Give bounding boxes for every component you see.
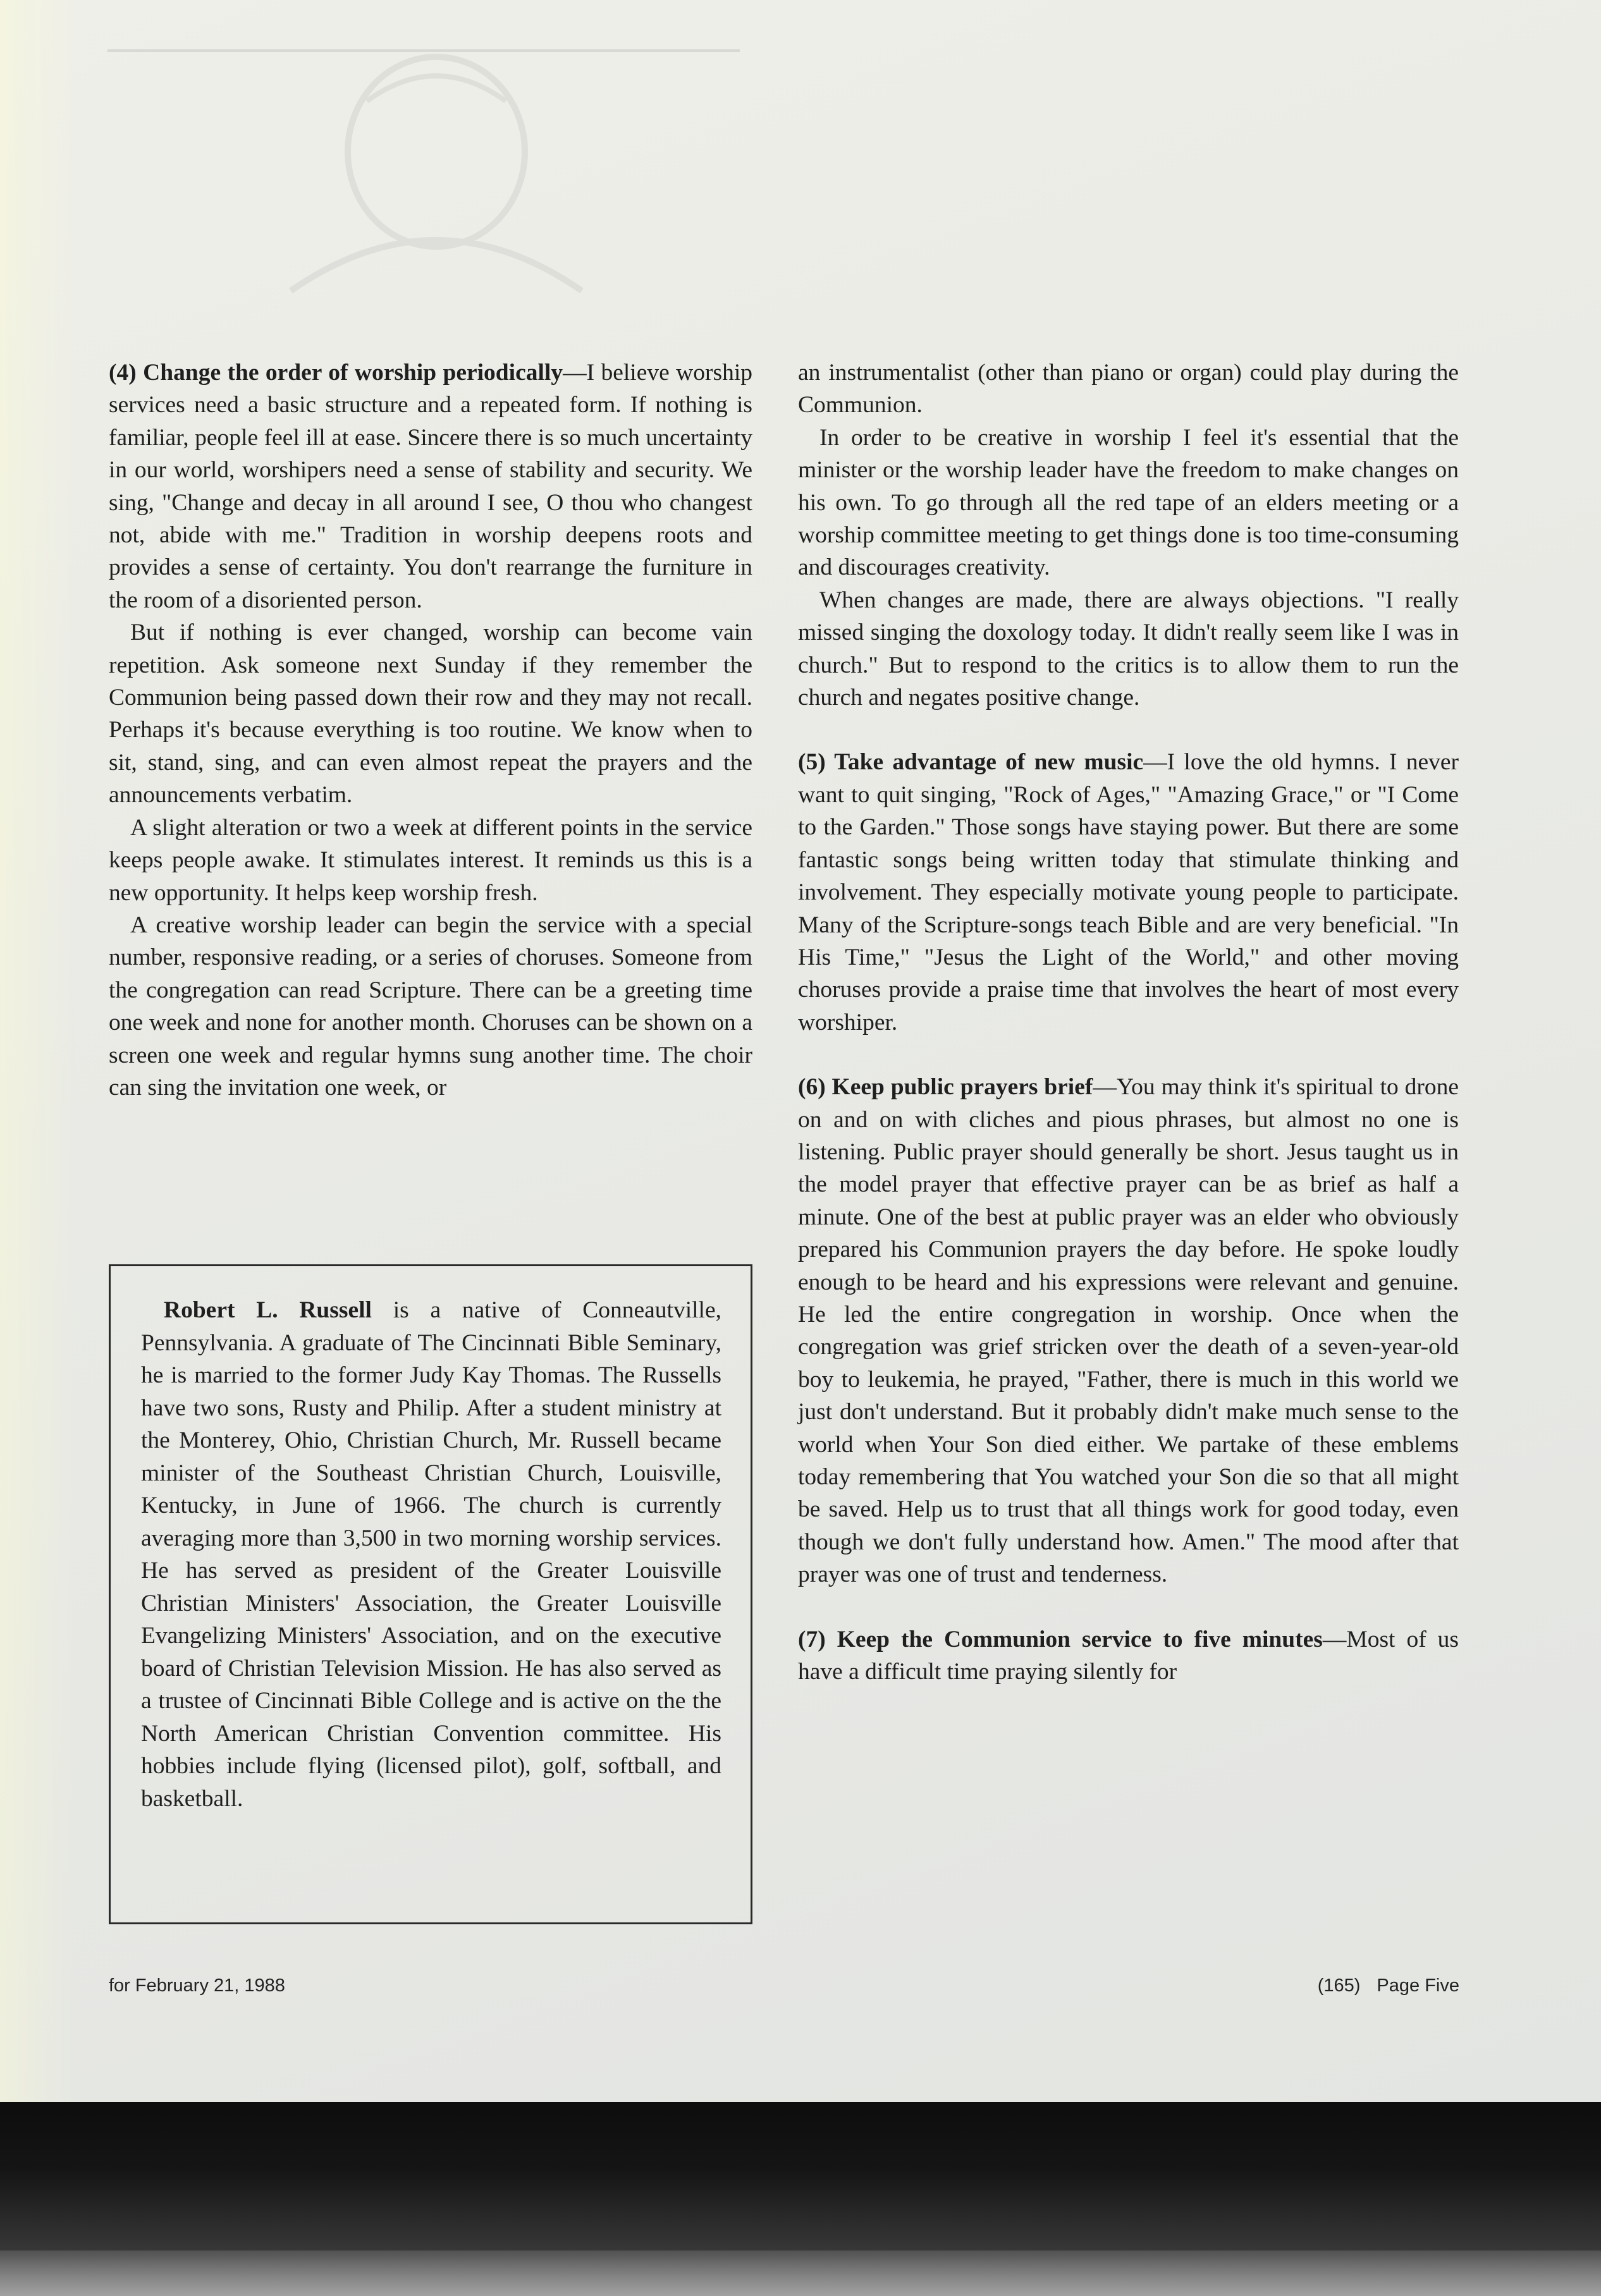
- footer-page-label: Page Five: [1377, 1975, 1459, 1996]
- footer-page-info: [1318, 1975, 1459, 1996]
- left-column: [109, 357, 752, 1104]
- section-lead: —Most of us have a difficult time praying silently for: [798, 1626, 1459, 1685]
- section-heading: (5) Take advantage of new music: [798, 749, 1144, 776]
- section-heading: (6) Keep public prayers brief: [798, 1074, 1093, 1101]
- section-6: [798, 1071, 1459, 1591]
- footer-page-number: (165): [1317, 1975, 1361, 1996]
- page-light-falloff: [0, 0, 76, 2102]
- section-5: [798, 746, 1459, 1039]
- author-bio-box: [109, 1264, 752, 1924]
- section-gap: [798, 1039, 1459, 1071]
- section-gap: [798, 714, 1459, 746]
- section-7: [798, 1623, 1459, 1688]
- paragraph: But if nothing is ever changed, worship can become vain repetition. Ask someone next Sunday if they remember the Communion being passed down their row and they may not recall. Perhaps it's because everything is too routine. We know when to sit, stand, sing, and can even almost repeat the prayers and the announcements verbatim.: [109, 620, 752, 809]
- section-heading: (7) Keep the Communion service to five minutes: [798, 1626, 1323, 1652]
- section-lead: —You may think it's spiritual to drone on and on with cliches and pious phrases, but almost no one is listening. Public prayer should generally be short. Jesus taught us in the model prayer that effective prayer can be as brief as half a minute. One of the best at public prayer was an elder who obviously prepared his Communion prayers the day before. He spoke loudly enough to be heard and his expressions were relevant and genuine. He led the entire congregation in worship. Once when the congregation was grief stricken over the death of a seven-year-old boy to leukemia, he prayed, "Father, there is much in this world we just don't understand. But it probably didn't make much sense to the world when Your Son died either. We partake of these emblems today remembering that You watched your Son die so that all might be saved. Help us to trust that all things work for good today, even though we don't fully understand how. Amen." The mood after that prayer was one of trust and tenderness.: [798, 1074, 1459, 1588]
- section-lead: —I believe worship services need a basic structure and a repeated form. If nothing is familiar, people feel ill at ease. Sincere there is so much uncertainty in our world, worshipers need a sense of stability and security. We sing, "Change and decay in all around I see, O thou who changest not, abide with me." Tradition in worship deepens roots and provides a sense of certainty. You don't rearrange the furniture in the room of a disoriented person.: [109, 360, 752, 613]
- scanner-background-edge: [0, 2250, 1601, 2296]
- paragraph: When changes are made, there are always objections. "I really missed singing the doxology today. It didn't really seem like I was in church." But to respond to the critics is to allow them to run the church and negates positive change.: [798, 587, 1459, 711]
- author-name: Robert L. Russell: [164, 1297, 372, 1323]
- author-bio-text: is a native of Conneautville, Pennsylvania. A graduate of The Cincinnati Bible Seminary, he is married to the former Judy Kay Thomas. The Russells have two sons, Rusty and Philip. After a student ministry at the Monterey, Ohio, Christian Church, Mr. Russell became minister of the Southeast Christian Church, Louisville, Kentucky, in June of 1966. The church is currently averaging more than 3,500 in two morning worship services. He has served as president of the Greater Louisville Christian Ministers' Association, the Greater Louisville Evangelizing Ministers' Association, and on the executive board of Christian Television Mission. He has also served as a trustee of Cincinnati Bible College and is active on the the North American Christian Convention committee. His hobbies include flying (licensed pilot), golf, softball, and basketball.: [141, 1297, 721, 1812]
- section-heading: (4) Change the order of worship periodically: [109, 360, 563, 386]
- paragraph: A creative worship leader can begin the service with a special number, responsive reading, or a series of choruses. Someone from the congregation can read Scripture. There can be a greeting time one week and none for another month. Choruses can be shown on a screen one week and regular hymns sung another time. The choir can sing the invitation one week, or: [109, 912, 752, 1101]
- paragraph: In order to be creative in worship I feel it's essential that the minister or the worship leader have the freedom to make changes on his own. To go through all the red tape of an elders meeting or a worship committee meeting to get things done is too time-consuming and discourages creativity.: [798, 424, 1459, 581]
- section-4: [109, 357, 752, 616]
- author-bio: [141, 1294, 721, 1815]
- bleed-through-illustration: [101, 25, 765, 354]
- right-column: [798, 357, 1459, 1688]
- paragraph-continuation: an instrumentalist (other than piano or organ) could play during the Communion.: [798, 360, 1459, 418]
- section-gap: [798, 1591, 1459, 1623]
- bleed-through-rule: [107, 49, 740, 52]
- section-lead: —I love the old hymns. I never want to quit singing, "Rock of Ages," "Amazing Grace," or "I Come to the Garden." Those songs have staying power. But there are some fantastic songs being written today that stimulate thinking and involvement. They especially motivate young people to participate. Many of the Scripture-songs teach Bible and are very beneficial. "In His Time," "Jesus the Light of the World," and other moving choruses provide a praise time that involves the heart of most every worshiper.: [798, 749, 1459, 1035]
- paragraph: A slight alteration or two a week at different points in the service keeps people awake. It stimulates interest. It reminds us this is a new opportunity. It helps keep worship fresh.: [109, 814, 752, 906]
- footer-issue-date: for February 21, 1988: [109, 1975, 285, 1996]
